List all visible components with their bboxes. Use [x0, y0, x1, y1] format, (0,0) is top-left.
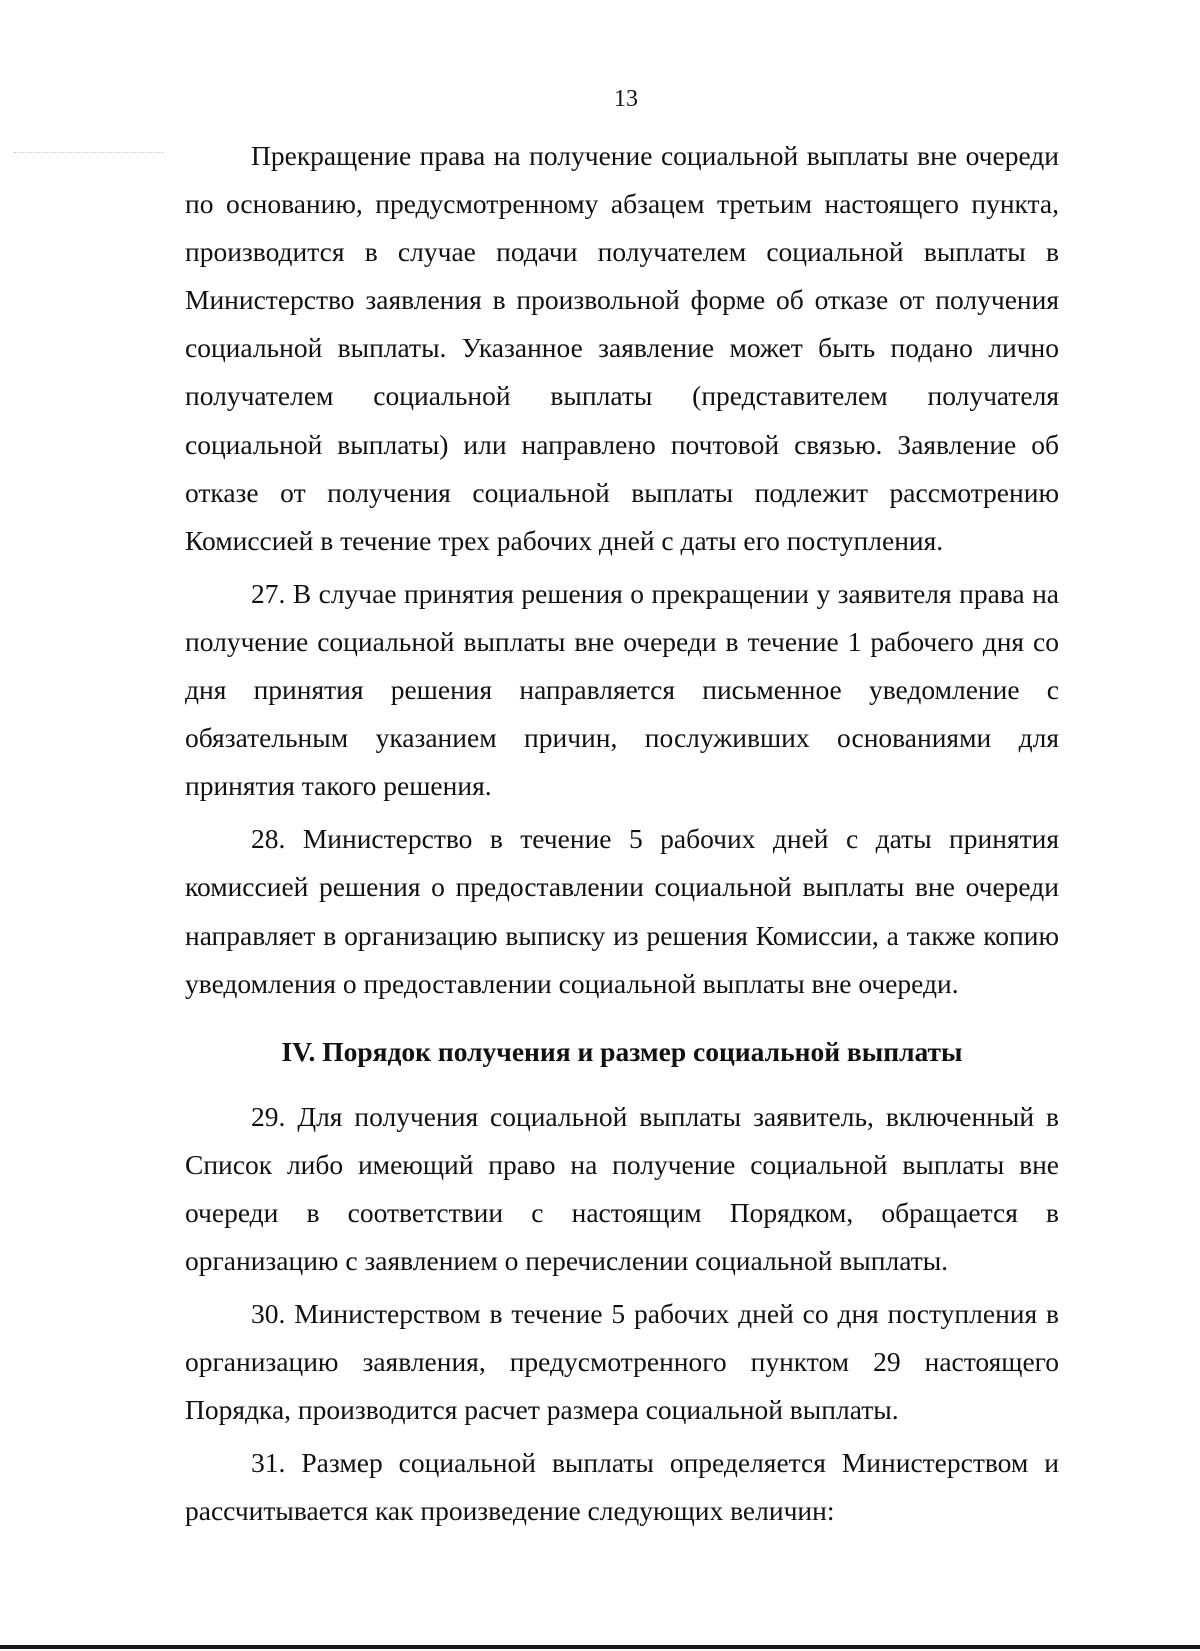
- paragraph-31: 31. Размер социальной выплаты определяется Министерством и рассчитывается как произведение следующих величин:: [185, 1447, 1059, 1527]
- paragraph-27: 27. В случае принятия решения о прекращении у заявителя права на получение социальной выплаты вне очереди в течение 1 рабочего дня со дня принятия решения направляется письменное уведомление с обязательным указанием причин, послуживших основаниями для принятия такого решения.: [185, 577, 1059, 802]
- scan-artifact: [14, 152, 164, 155]
- paragraph-29: 29. Для получения социальной выплаты заявитель, включенный в Список либо имеющий право на получение социальной выплаты вне очереди в соответствии с настоящим Порядком, обращается в организацию с заявлением о перечислении социальной выплаты.: [185, 1100, 1059, 1276]
- paragraph-termination-right: Прекращение права на получение социальной выплаты вне очереди по основанию, предусмотренному абзацем третьим настоящего пункта, производится в случае подачи получателем социальной выплаты в Министерство заявления в произвольной форме об отказе от получения социальной выплаты. Указанное заявление может быть подано лично получателем социальной выплаты (представителем получателя социальной выплаты) или направлено почтовой связью. Заявление об отказе от получения социальной выплаты подлежит рассмотрению Комиссией в течение трех рабочих дней с даты его поступления.: [185, 140, 1059, 556]
- paragraph-30: 30. Министерством в течение 5 рабочих дней со дня поступления в организацию заявления, предусмотренного пунктом 29 настоящего Порядка, производится расчет размера социальной выплаты.: [185, 1298, 1059, 1426]
- page-number: 13: [614, 86, 638, 112]
- document-body: [185, 132, 1059, 1536]
- paragraph-28: 28. Министерство в течение 5 рабочих дней с даты принятия комиссией решения о предоставлении социальной выплаты вне очереди направляет в организацию выписку из решения Комиссии, а также копию уведомления о предоставлении социальной выплаты вне очереди.: [185, 823, 1059, 999]
- section-heading-iv: IV. Порядок получения и размер социальной выплаты: [281, 1035, 963, 1067]
- bottom-edge-rule: [0, 1645, 1200, 1649]
